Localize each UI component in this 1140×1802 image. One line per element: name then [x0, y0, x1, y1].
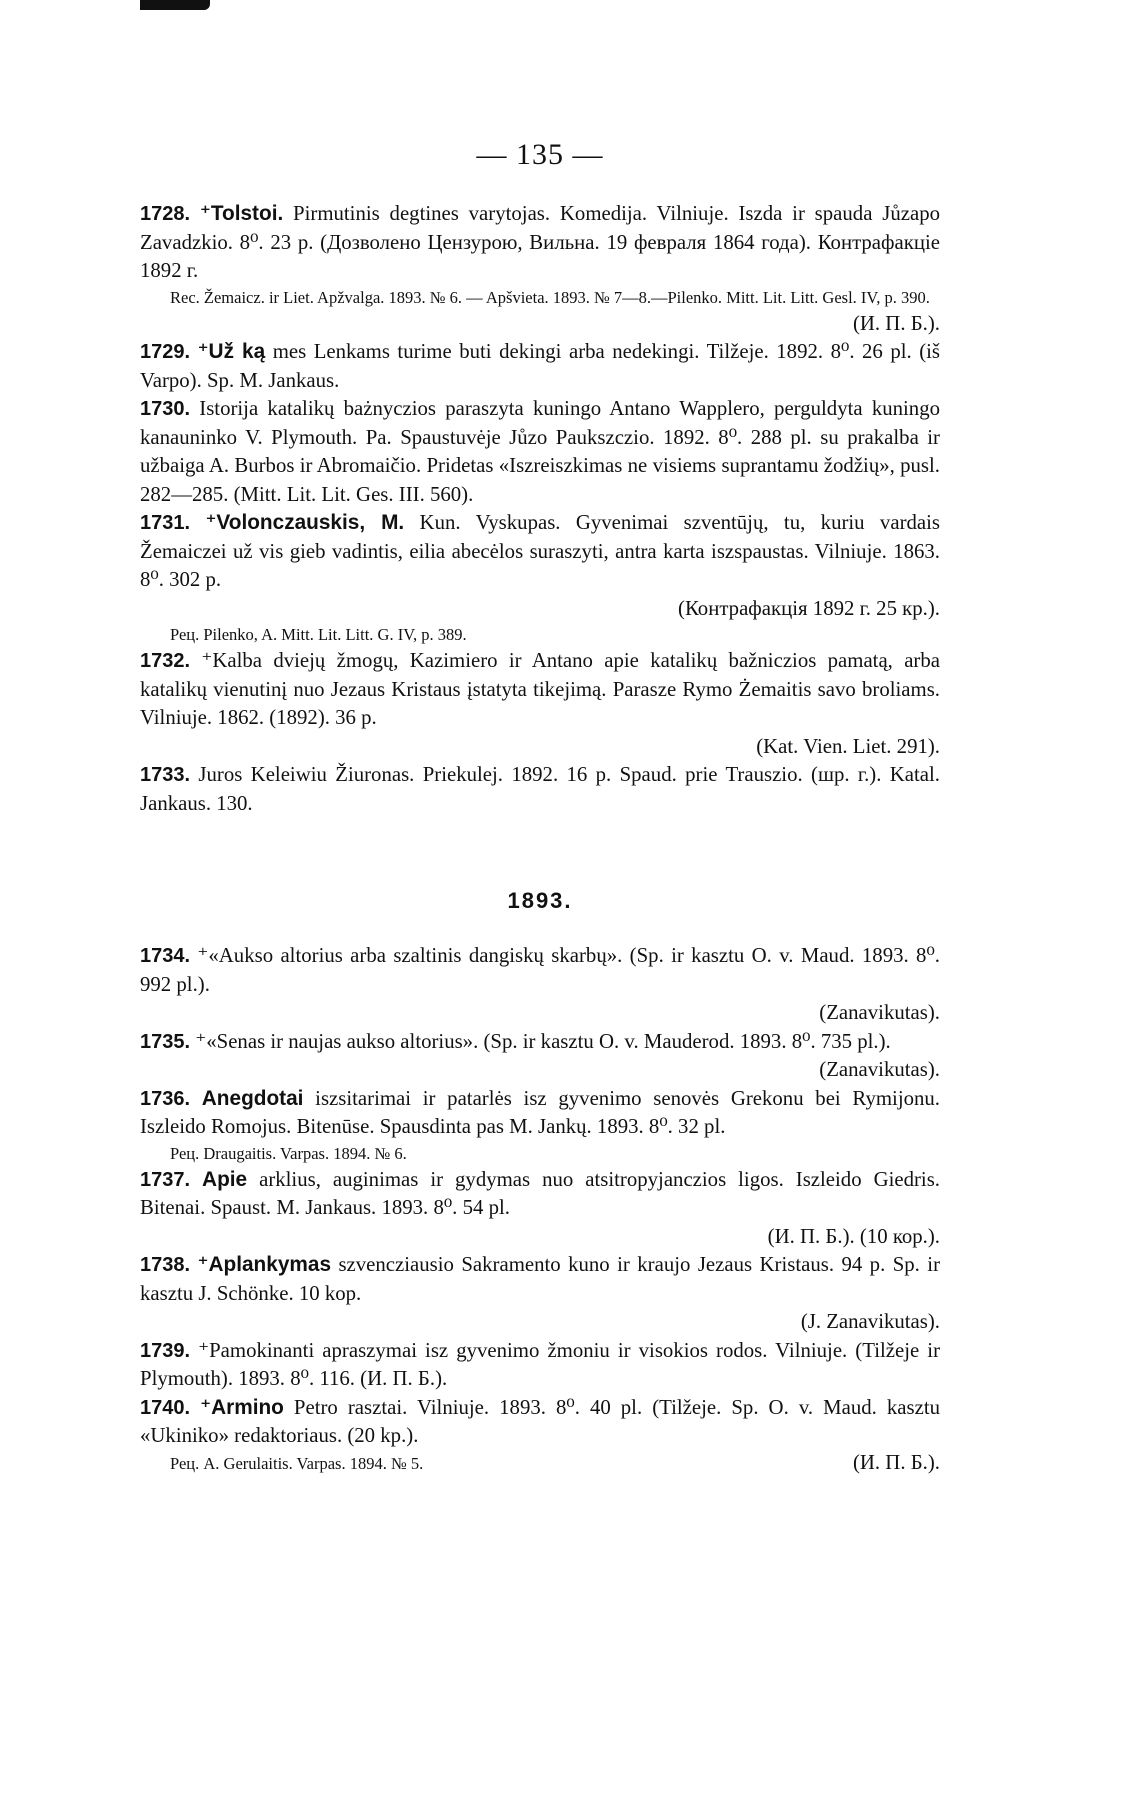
bibliography-entry — [140, 509, 940, 647]
entry-number: 1732. — [140, 650, 191, 672]
scan-corner-mark — [140, 0, 210, 10]
entry-text: ⁺Kalba dviejų žmogų, Kazimiero ir Antano apie katalikų bažniczios pamatą, arba katalikų vienutinį nuo Jezaus Kristaus įstatyta tikejimą. Parasze Rymo Żemaitis savo broliams. Vilniuje. 1862. (1892). 36 p. — [140, 649, 940, 729]
entry-text: iszsitarimai ir patarlės isz gyvenimo senovės Grekonu bei Rymijonu. Iszleido Romojus. Bitenūse. Spausdinta pas M. Jankų. 1893. 8⁰. 32 pl. — [140, 1086, 940, 1138]
entry-text: Kun. Vyskupas. Gyvenimai szventūjų, tu, kuriu vardais Žemaiczei už vis gieb vadintis, eilia abecėlos suraszyti, antra karta iszspaustas. Vilniuje. 1863. 8⁰. 302 p. — [140, 511, 940, 591]
entry-lead-title: ⁺Aplankymas — [197, 1253, 332, 1276]
bibliography-entry — [140, 1028, 940, 1085]
entry-lead-title: ⁺Volonczauskis, M. — [205, 511, 405, 534]
bibliography-entry — [140, 395, 940, 509]
entry-number: 1728. — [140, 203, 191, 225]
entry-text: Petro rasztai. Vilniuje. 1893. 8⁰. 40 pl. (Tilžeje. Sp. O. v. Maud. kasztu «Ukiniko» redaktoriaus. (20 kp.). — [140, 1395, 940, 1447]
bibliography-entry — [140, 200, 940, 338]
entry-number: 1730. — [140, 398, 191, 420]
document-page — [140, 0, 940, 1802]
entry-text: Juros Keleiwiu Žiuronas. Priekulej. 1892. 16 p. Spaud. prie Trauszio. (шр. г.). Katal. Jankaus. 130. — [140, 763, 940, 815]
entry-source-note: (Zanavikutas). — [819, 1001, 940, 1024]
entries-before-list — [140, 200, 940, 818]
entry-number: 1739. — [140, 1339, 191, 1362]
entries-after-list — [140, 942, 940, 1476]
entry-text: mes Lenkams turime buti dekingi arba nedekingi. Tilžeje. 1892. 8⁰. 26 pl. (iš Varpo). Sp. M. Jankaus. — [140, 340, 940, 392]
year-heading: 1893. — [507, 888, 573, 913]
entry-number: 1735. — [140, 1030, 191, 1053]
entry-number: 1740. — [140, 1396, 191, 1419]
entry-lead-title: ⁺Armino — [200, 1395, 284, 1419]
page-number: — 135 — — [476, 138, 604, 171]
entry-source-note: (J. Zanavikutas). — [800, 1310, 940, 1333]
entry-source-note: (И. П. Б.). — [852, 1450, 940, 1474]
entry-number: 1733. — [140, 764, 191, 786]
bibliography-entry — [140, 761, 940, 818]
entry-review-ref: Рец. Draugaitis. Varpas. 1894. № 6. — [170, 1143, 407, 1163]
bibliography-entry — [140, 647, 940, 761]
entries-container — [140, 200, 940, 1476]
entry-source-note: (И. П. Б.). — [852, 311, 940, 335]
entry-source-note: (Kat. Vien. Liet. 291). — [756, 734, 940, 758]
entry-source-note: (И. П. Б.). (10 кор.). — [767, 1224, 940, 1248]
entry-text: szvencziausio Sakramento kuno ir kraujo Jezaus Kristaus. 94 p. Sp. ir kasztu J. Schönke. 10 kop. — [140, 1253, 941, 1305]
entry-text: ⁺«Senas ir naujas aukso altorius». (Sp. ir kasztu O. v. Mauderod. 1893. 8⁰. 735 pl.). — [190, 1029, 891, 1053]
entry-review-ref: Рец. A. Gerulaitis. Varpas. 1894. № 5. — [170, 1453, 424, 1473]
entry-text: ⁺«Aukso altorius arba szaltinis dangiskų skarbų». (Sp. ir kasztu O. v. Maud. 1893. 8⁰. 992 pl.). — [140, 944, 940, 996]
entry-text: Istorija katalikų bażnyczios paraszyta kuningo Antano Wapplero, perguldyta kuningo kanauninko V. Plymouth. Pa. Spaustuvėje Jůzo Paukszczio. 1892. 8⁰. 288 pl. su prakalba ir užbaiga A. Burbos ir Abromaičio. Pridetas «Iszreiszkimas ne visiems suprantamu žodžių», pusl. 282—285. (Mitt. Lit. Lit. Ges. III. 560). — [140, 397, 940, 506]
bibliography-entry — [140, 1166, 940, 1252]
entry-number: 1737. — [140, 1168, 191, 1191]
bibliography-entry — [140, 1251, 940, 1337]
entry-number: 1731. — [140, 512, 191, 534]
bibliography-entry — [140, 1394, 940, 1476]
entry-lead-title: ⁺Tolstoi. — [199, 202, 284, 225]
entry-text: ⁺Pamokinanti apraszymai isz gyvenimo žmoniu ir visokios rodos. Vilniuje. (Tilžeje ir Plymouth). 1893. 8⁰. 116. (И. П. Б.). — [140, 1338, 940, 1390]
entry-text: Pirmutinis degtines varytojas. Komedija. Vilniuje. Iszda ir spauda Jůzapo Zavadzkio. 8⁰. 23 p. (Дозволено Цензурою, Вильна. 19 февраля 1864 года). Контрафакціе 1892 г. — [140, 202, 940, 282]
bibliography-entry — [140, 942, 940, 1028]
entry-source-note: (Контрафакція 1892 г. 25 кр.). — [678, 596, 940, 620]
entry-lead-title: Anegdotai — [201, 1086, 304, 1110]
bibliography-entry — [140, 1337, 940, 1394]
entry-source-note: (Zanavikutas). — [819, 1058, 940, 1081]
bibliography-entry — [140, 338, 940, 395]
bibliography-entry — [140, 1085, 940, 1166]
entry-review-ref: Rec. Žemaicz. ir Liet. Apžvalga. 1893. № 6. — Apšvieta. 1893. № 7—8.—Pilenko. Mitt. Lit. Litt. Gesl. IV, p. 390. — [170, 287, 930, 307]
entry-number: 1729. — [140, 341, 191, 363]
entry-ref-row — [140, 1451, 940, 1476]
entry-text: arklius, auginimas ir gydymas nuo atsitropyjanczios ligos. Iszleido Giedris. Bitenai. Spaust. M. Jankaus. 1893. 8⁰. 54 pl. — [140, 1167, 941, 1219]
entry-lead-title: ⁺Už ką — [197, 340, 266, 363]
entry-number: 1736. — [140, 1087, 191, 1110]
entry-lead-title: Apie — [202, 1167, 248, 1191]
entry-number: 1734. — [140, 945, 191, 967]
entry-review-ref: Рец. Pilenko, A. Mitt. Lit. Litt. G. IV, p. 389. — [170, 625, 467, 644]
entry-number: 1738. — [140, 1254, 191, 1276]
